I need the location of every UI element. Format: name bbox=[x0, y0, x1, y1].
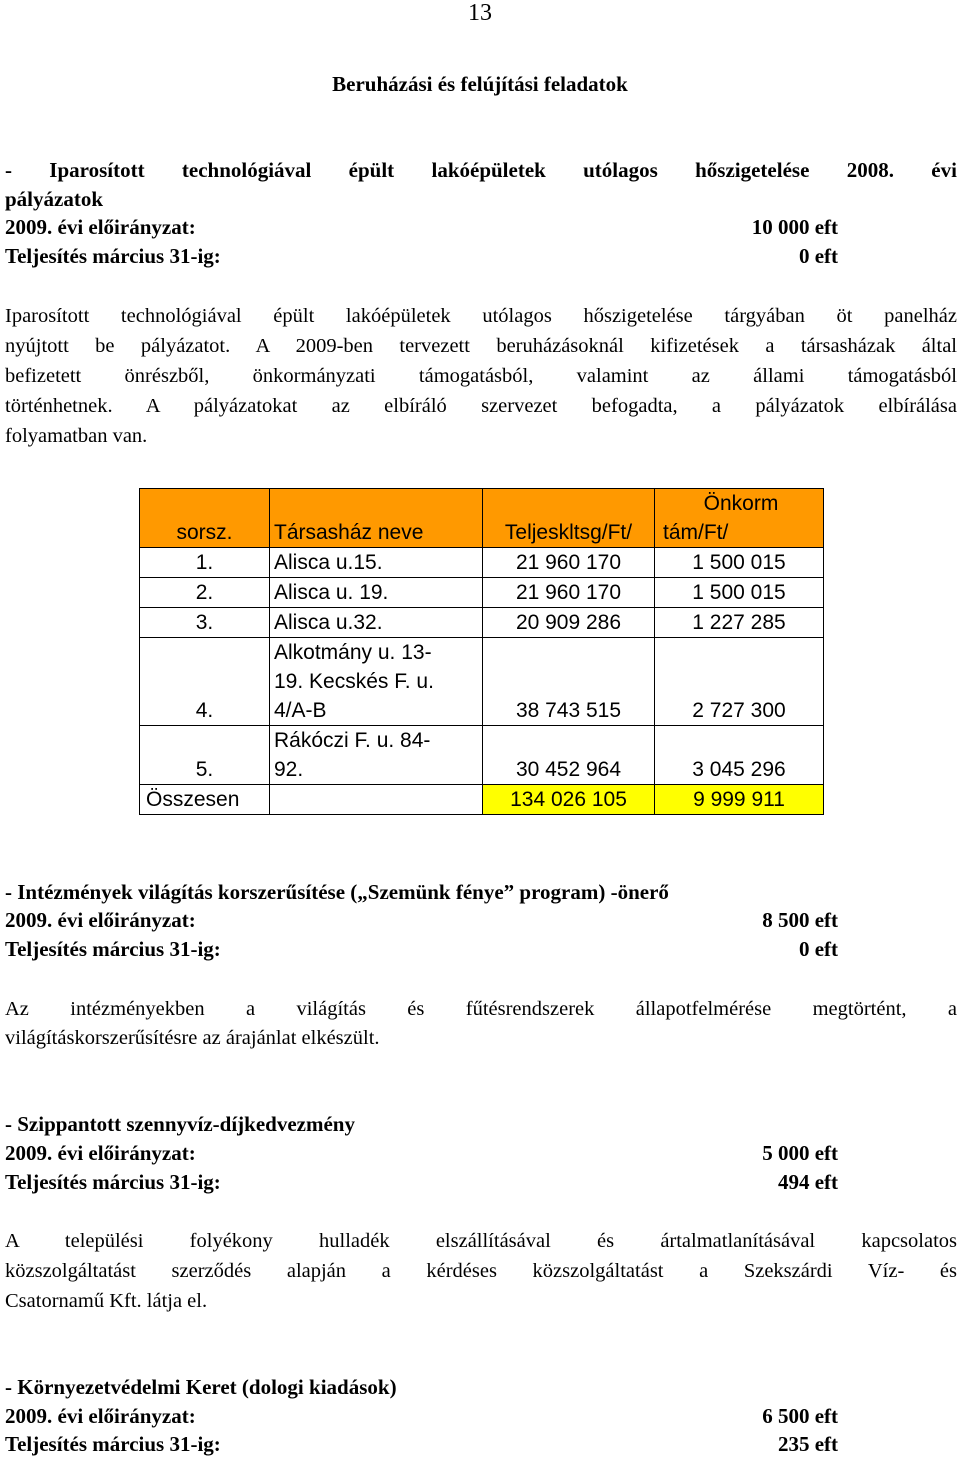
table-total-row bbox=[140, 785, 824, 815]
section3-done-label: Teljesítés március 31-ig: bbox=[5, 1170, 221, 1194]
row-support: 1 500 015 bbox=[655, 578, 824, 608]
section1-para-line: Iparosított technológiával épült lakóépületek utólagos hőszigetelése tárgyában öt panelház bbox=[5, 305, 957, 327]
row-name: Alisca u.15. bbox=[270, 548, 483, 578]
section2-para-line: világításkorszerűsítésre az árajánlat elkészült. bbox=[5, 1027, 380, 1049]
section3-para-line: A települési folyékony hulladék elszállításával és ártalmatlanításával kapcsolatos bbox=[5, 1230, 957, 1252]
row-name-line: Alkotmány u. 13- bbox=[274, 641, 432, 664]
row-number: 3. bbox=[140, 608, 270, 638]
section4-done-value: 235 eft bbox=[777, 1432, 838, 1456]
row-support: 2 727 300 bbox=[655, 638, 824, 726]
header-total: Teljeskltsg/Ft/ bbox=[483, 489, 655, 548]
section3-done-value: 494 eft bbox=[777, 1170, 838, 1194]
section1-done-value: 0 eft bbox=[798, 244, 838, 268]
section2-done-label: Teljesítés március 31-ig: bbox=[5, 937, 221, 961]
section3-para-line: Csatornamű Kft. látja el. bbox=[5, 1290, 208, 1312]
row-name bbox=[270, 638, 483, 726]
section1-plan-label: 2009. évi előirányzat: bbox=[5, 215, 196, 239]
row-total: 21 960 170 bbox=[483, 548, 655, 578]
section1-heading-line2: pályázatok bbox=[5, 187, 104, 211]
row-support: 1 227 285 bbox=[655, 608, 824, 638]
header-support-line1: Önkorm bbox=[703, 492, 779, 515]
row-total: 21 960 170 bbox=[483, 578, 655, 608]
header-support bbox=[655, 489, 824, 548]
row-number: 1. bbox=[140, 548, 270, 578]
row-name: Alisca u. 19. bbox=[270, 578, 483, 608]
page-title: Beruházási és felújítási feladatok bbox=[332, 72, 628, 96]
section1-para-line: nyújtott be pályázatot. A 2009-ben tervezett beruházásoknál kifizetések a társasházak által bbox=[5, 335, 957, 357]
section1-para-line: történhetnek. A pályázatokat az elbíráló szervezet befogadta, a pályázatok elbírálása bbox=[5, 395, 957, 417]
row-total: 38 743 515 bbox=[483, 638, 655, 726]
header-name: Társasház neve bbox=[270, 489, 483, 548]
section4-plan-value: 6 500 eft bbox=[762, 1404, 838, 1428]
row-total: 20 909 286 bbox=[483, 608, 655, 638]
row-total: 30 452 964 bbox=[483, 726, 655, 785]
section1-plan-value: 10 000 eft bbox=[751, 215, 838, 239]
table-header-row bbox=[140, 489, 824, 548]
section4-heading: - Környezetvédelmi Keret (dologi kiadások) bbox=[5, 1375, 397, 1399]
section2-plan-value: 8 500 eft bbox=[762, 908, 838, 932]
total-sum: 134 026 105 bbox=[483, 785, 655, 815]
row-name bbox=[270, 726, 483, 785]
section1-para-line: folyamatban van. bbox=[5, 425, 148, 447]
row-support: 3 045 296 bbox=[655, 726, 824, 785]
section1-heading-line1: - Iparosított technológiával épült lakóépületek utólagos hőszigetelése 2008. évi bbox=[5, 158, 957, 182]
housing-table bbox=[139, 488, 824, 815]
row-name: Alisca u.32. bbox=[270, 608, 483, 638]
section1-para-line: befizetett önrészből, önkormányzati támogatásból, valamint az állami támogatásból bbox=[5, 365, 957, 387]
table-row bbox=[140, 638, 824, 726]
section2-heading: - Intézmények világítás korszerűsítése („Szemünk fénye” program) -önerő bbox=[5, 880, 669, 904]
row-number: 2. bbox=[140, 578, 270, 608]
page-number: 13 bbox=[468, 0, 492, 26]
table-row bbox=[140, 578, 824, 608]
header-sorsz: sorsz. bbox=[140, 489, 270, 548]
section4-plan-label: 2009. évi előirányzat: bbox=[5, 1404, 196, 1428]
total-empty bbox=[270, 785, 483, 815]
row-number: 5. bbox=[140, 726, 270, 785]
section2-done-value: 0 eft bbox=[798, 937, 838, 961]
row-support: 1 500 015 bbox=[655, 548, 824, 578]
section3-plan-label: 2009. évi előirányzat: bbox=[5, 1141, 196, 1165]
section3-plan-value: 5 000 eft bbox=[762, 1141, 838, 1165]
total-support: 9 999 911 bbox=[655, 785, 824, 815]
row-name-line: 92. bbox=[274, 758, 304, 781]
total-label: Összesen bbox=[140, 785, 270, 815]
section1-done-label: Teljesítés március 31-ig: bbox=[5, 244, 221, 268]
section4-done-label: Teljesítés március 31-ig: bbox=[5, 1432, 221, 1456]
section3-para-line: közszolgáltatást szerződés alapján a kérdéses közszolgáltatást a Szekszárdi Víz- és bbox=[5, 1260, 957, 1282]
row-name-line: 19. Kecskés F. u. bbox=[274, 670, 434, 693]
section2-plan-label: 2009. évi előirányzat: bbox=[5, 908, 196, 932]
row-number: 4. bbox=[140, 638, 270, 726]
table-row bbox=[140, 726, 824, 785]
section2-para-line: Az intézményekben a világítás és fűtésrendszerek állapotfelmérése megtörtént, a bbox=[5, 998, 957, 1020]
table-row bbox=[140, 608, 824, 638]
row-name-line: Rákóczi F. u. 84- bbox=[274, 729, 431, 752]
header-support-line2: tám/Ft/ bbox=[663, 521, 729, 544]
table-row bbox=[140, 548, 824, 578]
row-name-line: 4/A-B bbox=[274, 699, 327, 722]
section3-heading: - Szippantott szennyvíz-díjkedvezmény bbox=[5, 1112, 355, 1136]
